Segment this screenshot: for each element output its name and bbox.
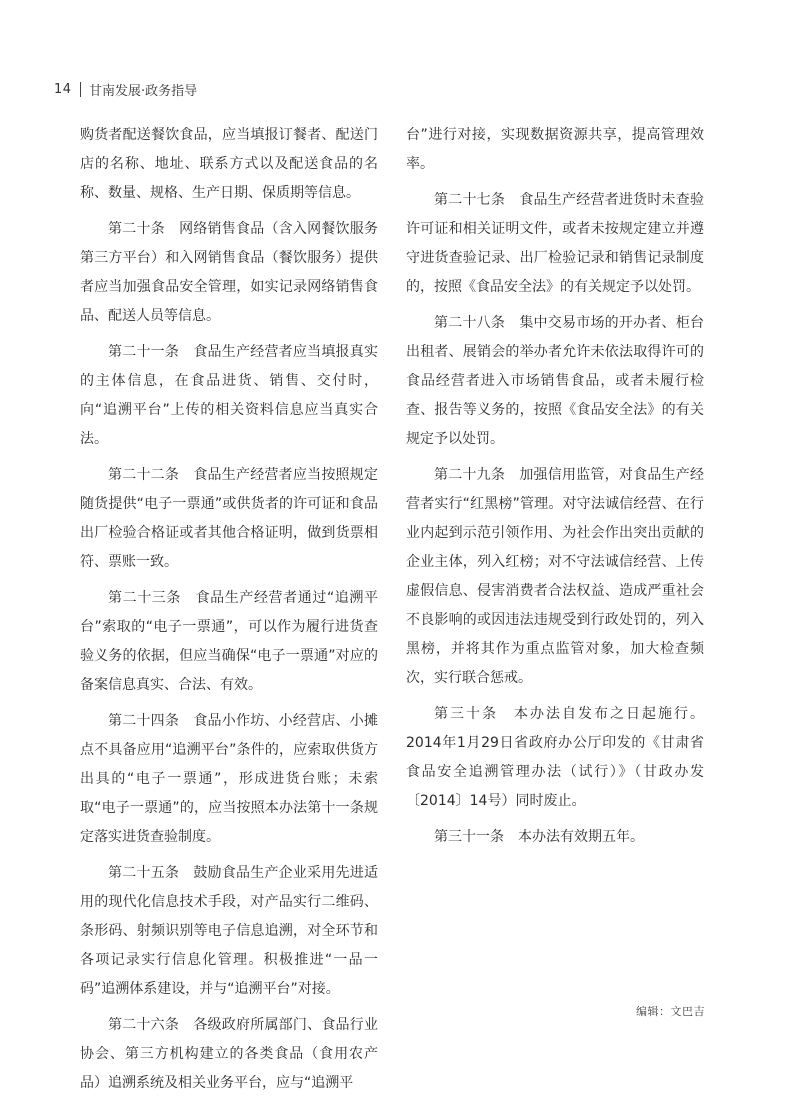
article-23: 第二十三条 食品生产经营者通过“追溯平台”索取的“电子一票通”，可以作为履行进货查验义务的依据，但应当确保“电子一票通”对应的备案信息真实、合法、有效。 — [80, 590, 378, 693]
paragraph: 台”进行对接，实现数据资源共享，提高管理效率。 — [406, 127, 704, 172]
article-24: 第二十四条 食品小作坊、小经营店、小摊点不具备应用“追溯平台”条件的，应索取供货方出具的“电子一票通”，形成进货台账；未索取“电子一票通”的，应当按照本办法第十一条规定落实进货查验制度。 — [80, 713, 378, 845]
article-30: 第三十条 本办法自发布之日起施行。2014年1月29日省政府办公厅印发的《甘肃省食品安全追溯管理办法（试行）》（甘政办发〔2014〕14号）同时废止。 — [406, 706, 704, 809]
publication-title: 甘南发展·政务指导 — [89, 83, 198, 99]
article-20: 第二十条 网络销售食品（含入网餐饮服务第三方平台）和入网销售食品（餐饮服务）提供者应当加强食品安全管理，如实记录网络销售食品、配送人员等信息。 — [80, 221, 378, 324]
article-21: 第二十一条 食品生产经营者应当填报真实的主体信息，在食品进货、销售、交付时，向“追溯平台”上传的相关资料信息应当真实合法。 — [80, 344, 378, 447]
article-31: 第三十一条 本办法有效期五年。 — [434, 829, 644, 845]
article-28: 第二十八条 集中交易市场的开办者、柜台出租者、展销会的举办者允许未依法取得许可的食品经营者进入市场销售食品，或者未履行检查、报告等义务的，按照《食品安全法》的有关规定予以处罚。 — [406, 315, 704, 447]
editor-credit: 编辑：文巴吉 — [636, 1005, 705, 1018]
page-header — [54, 78, 197, 100]
article-25: 第二十五条 鼓励食品生产企业采用先进适用的现代化信息技术手段，对产品实行二维码、条形码、射频识别等电子信息追溯，对全环节和各项记录实行信息化管理。积极推进“一品一码”追溯体系建设，并与“追溯平台”对接。 — [80, 865, 378, 997]
paragraph: 购货者配送餐饮食品，应当填报订餐者、配送门店的名称、地址、联系方式以及配送食品的名称、数量、规格、生产日期、保质期等信息。 — [80, 127, 378, 201]
article-29: 第二十九条 加强信用监管，对食品生产经营者实行“红黑榜”管理。对守法诚信经营、在行业内起到示范引领作用、为社会作出突出贡献的企业主体，列入红榜；对不守法诚信经营、上传虚假信息、侵害消费者合法权益、造成严重社会不良影响的或因违法违规受到行政处罚的，列入黑榜，并将其作为重点监管对象，加大检查频次，实行联合惩戒。 — [406, 467, 704, 686]
header-divider — [80, 82, 82, 97]
left-column — [80, 121, 378, 1105]
article-26: 第二十六条 各级政府所属部门、食品行业协会、第三方机构建立的各类食品（食用农产品）追溯系统及相关业务平台，应与“追溯平 — [80, 1017, 378, 1091]
article-27: 第二十七条 食品生产经营者进货时未查验许可证和相关证明文件，或者未按规定建立并遵守进货查验记录、出厂检验记录和销售记录制度的，按照《食品安全法》的有关规定予以处罚。 — [406, 192, 704, 295]
right-column — [406, 121, 704, 859]
page-number: 14 — [54, 81, 72, 97]
article-22: 第二十二条 食品生产经营者应当按照规定随货提供“电子一票通”或供货者的许可证和食品出厂检验合格证或者其他合格证明，做到货票相符、票账一致。 — [80, 467, 378, 570]
